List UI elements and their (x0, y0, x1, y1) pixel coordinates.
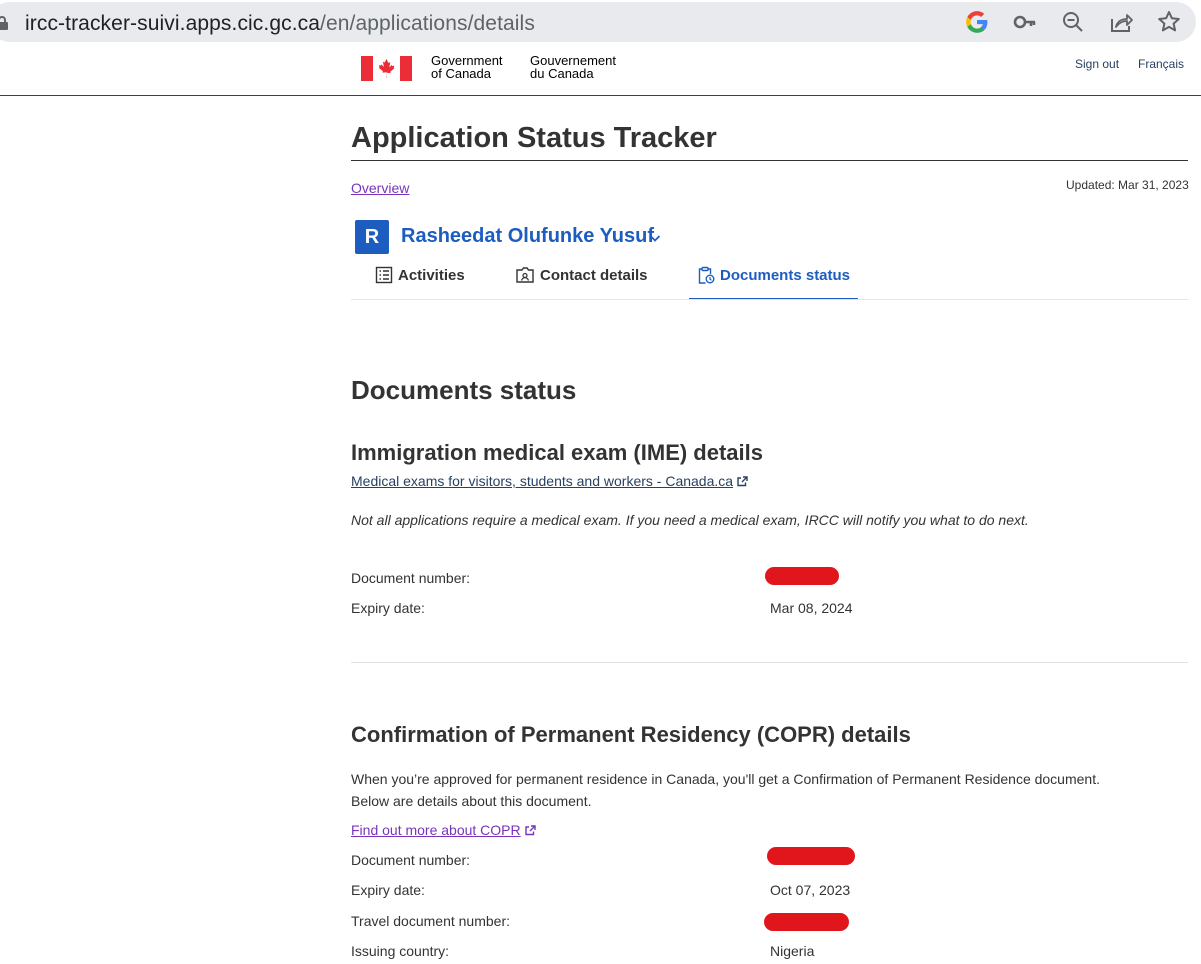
title-divider (351, 160, 1188, 161)
redaction-mark (767, 847, 855, 865)
ime-heading: Immigration medical exam (IME) details (351, 440, 764, 465)
copr-description: When you’re approved for permanent residence in Canada, you'll get a Confirmation of Permanent Residence document. Below are details about this document. (351, 771, 1100, 809)
updated-date: Updated: Mar 31, 2023 (1066, 178, 1189, 192)
url-host: ircc-tracker-suivi.apps.cic.gc.ca (25, 12, 321, 35)
ime-doc-number-label: Document number: (351, 570, 471, 586)
bookmark-star-icon[interactable] (1156, 9, 1182, 35)
zoom-out-icon[interactable] (1060, 9, 1086, 35)
url-text[interactable] (25, 12, 535, 36)
medical-exams-link[interactable]: Medical exams for visitors, students and workers - Canada.ca (351, 473, 748, 489)
url-path: /en/applications/details (320, 12, 535, 35)
issuing-country-value: Nigeria (770, 943, 815, 959)
redaction-mark (764, 913, 849, 931)
overview-link[interactable]: Overview (351, 180, 410, 196)
key-icon[interactable] (1012, 9, 1038, 35)
medical-exam-note: Not all applications require a medical exam. If you need a medical exam, IRCC will notify you what to do next. (351, 512, 1029, 528)
copr-heading: Confirmation of Permanent Residency (COPR) details (351, 722, 911, 747)
tab-label: Documents status (720, 267, 851, 284)
copr-expiry-value: Oct 07, 2023 (770, 882, 851, 898)
list-icon (375, 266, 393, 284)
google-icon[interactable] (964, 9, 990, 35)
ime-expiry-value: Mar 08, 2024 (770, 600, 853, 616)
gov-canada-en[interactable]: Government of Canada (431, 53, 503, 81)
external-link-icon (525, 825, 536, 836)
ime-expiry-label: Expiry date: (351, 600, 425, 616)
tab-label: Contact details (540, 267, 648, 284)
copr-expiry-label: Expiry date: (351, 882, 425, 898)
copr-info-link[interactable]: Find out more about COPR (351, 822, 536, 838)
contact-card-icon (515, 266, 535, 284)
applicant-name[interactable]: Rasheedat Olufunke Yusuf (401, 225, 655, 247)
clipboard-clock-icon (697, 266, 715, 284)
travel-doc-number-label: Travel document number: (351, 913, 510, 929)
browser-toolbar (0, 0, 1201, 46)
gov-canada-fr[interactable]: Gouvernement du Canada (530, 53, 616, 81)
copr-doc-number-label: Document number: (351, 852, 471, 868)
sign-out-link[interactable]: Sign out (1075, 57, 1120, 71)
page-title: Application Status Tracker (351, 122, 717, 154)
applicant-avatar: R (355, 220, 389, 254)
external-link-icon (737, 476, 748, 487)
language-toggle-link[interactable]: Français (1138, 57, 1185, 71)
tab-label: Activities (398, 267, 465, 284)
redaction-mark (765, 567, 839, 585)
section-divider (351, 662, 1188, 663)
gc-header (0, 46, 1201, 96)
tabs-divider (351, 299, 1188, 300)
chevron-down-icon[interactable] (648, 231, 662, 245)
issuing-country-label: Issuing country: (351, 943, 450, 959)
lock-icon[interactable] (0, 16, 8, 30)
share-icon[interactable] (1108, 9, 1134, 35)
documents-status-heading: Documents status (351, 375, 577, 405)
canada-flag-icon (361, 56, 412, 81)
